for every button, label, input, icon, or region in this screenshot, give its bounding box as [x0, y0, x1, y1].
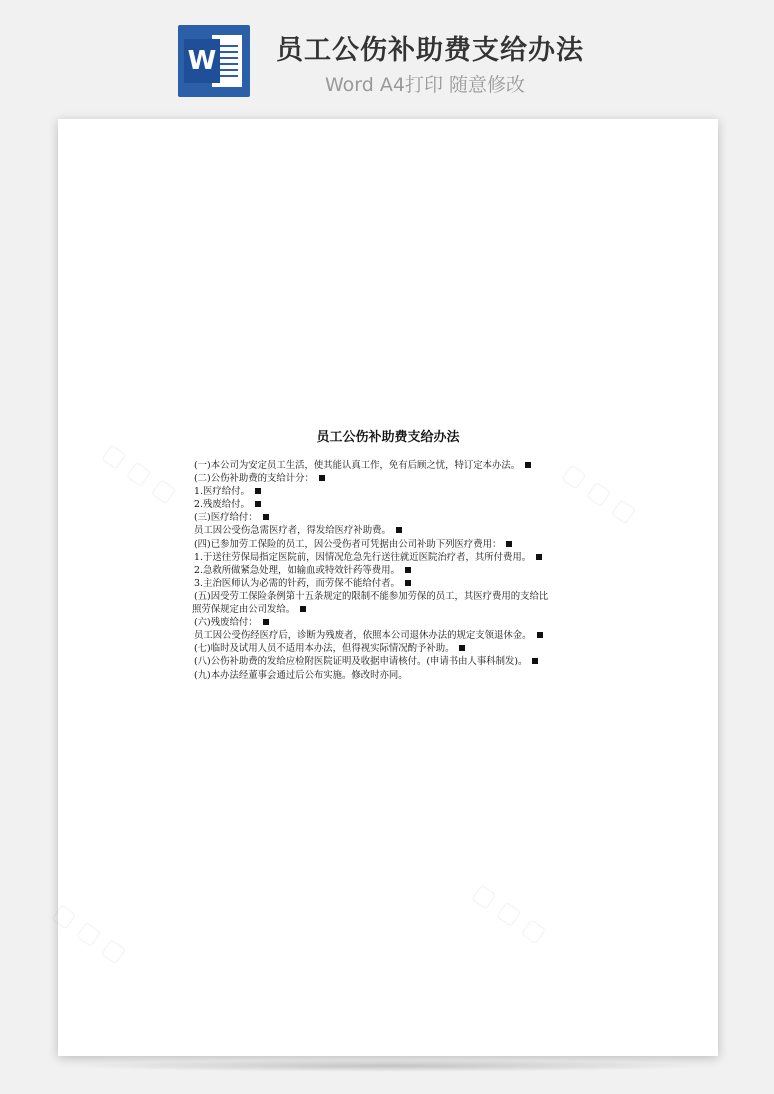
word-icon-letter: W: [184, 39, 220, 83]
document-line-text: (六)残废给付：: [194, 617, 258, 629]
paragraph-mark-icon: [300, 606, 306, 612]
document-line-text: 3.主治医师认为必需的针药，而劳保不能给付者。: [194, 577, 400, 589]
document-line: [194, 472, 614, 485]
document-line: [194, 564, 614, 577]
document-line-text: 1.于送往劳保局指定医院前，因情况危急先行送往就近医院治疗者，其所付费用。: [194, 551, 532, 563]
document-line-text: (四)已参加劳工保险的员工，因公受伤者可凭据由公司补助下列医疗费用：: [194, 538, 502, 550]
document-line-text: (九)本办法经董事会通过后公布实施。修改时亦同。: [194, 669, 408, 681]
document-line-text: 1.医疗给付。: [194, 486, 250, 498]
document-line-text: (八)公伤补助费的发给应检附医院证明及收据申请核付。(申请书由人事科制发)。: [194, 656, 528, 668]
document-line: [194, 511, 614, 524]
document-line: [192, 603, 614, 616]
document-line-text: (五)因受劳工保险条例第十五条规定的限制不能参加劳保的员工，其医疗费用的支给比: [194, 590, 549, 602]
paragraph-mark-icon: [405, 580, 411, 586]
paragraph-mark-icon: [537, 632, 543, 638]
header-title: 员工公伤补助费支给办法: [276, 35, 584, 66]
paragraph-mark-icon: [459, 645, 465, 651]
paragraph-mark-icon: [263, 514, 269, 520]
paragraph-mark-icon: [525, 462, 531, 468]
document-line: [194, 577, 614, 590]
paragraph-mark-icon: [319, 475, 325, 481]
document-line-text: (一)本公司为安定员工生活，使其能认真工作，免有后顾之忧，特订定本办法。: [194, 460, 521, 471]
paragraph-mark-icon: [405, 567, 411, 573]
document-line: [194, 538, 614, 551]
document-line-text: (七)临时及试用人员不适用本办法，但得视实际情况酌予补助。: [194, 643, 455, 655]
watermark: ▢ ▢ ▢: [97, 437, 182, 509]
paragraph-mark-icon: [536, 554, 542, 560]
document-line: [194, 669, 614, 682]
paragraph-mark-icon: [255, 501, 261, 507]
paragraph-mark-icon: [255, 488, 261, 494]
document-line: [194, 498, 614, 511]
document-line: [194, 524, 614, 537]
document-line: [194, 642, 614, 655]
document-line-text: 照劳保规定由公司发给。: [192, 604, 296, 616]
paragraph-mark-icon: [263, 619, 269, 625]
document-page: [47, 119, 718, 1056]
document-line: [194, 485, 614, 498]
header-subtitle: Word A4打印 随意修改: [325, 74, 526, 96]
word-document-icon: [178, 25, 250, 97]
document-line: [194, 459, 614, 472]
paragraph-mark-icon: [396, 527, 402, 533]
document-line: [194, 551, 614, 564]
document-line-text: 2.残废给付。: [194, 499, 250, 511]
document-line-text: 员工因公受伤经医疗后，诊断为残废者，依照本公司退休办法的规定支领退休金。: [194, 630, 532, 642]
document-line: [194, 655, 614, 668]
watermark: ▢ ▢ ▢: [467, 877, 552, 949]
document-line-text: 员工因公受伤急需医疗者，得发给医疗补助费。: [194, 525, 391, 537]
page-header: [0, 0, 774, 110]
document-line-text: (三)医疗给付：: [194, 512, 258, 524]
document-line: [194, 616, 614, 629]
document-line: [194, 629, 614, 642]
document-line: [194, 590, 614, 603]
watermark: ▢ ▢ ▢: [47, 897, 132, 969]
document-line-text: (二)公伤补助费的支给计分：: [194, 473, 314, 485]
watermark: ▢ ▢ ▢: [557, 457, 642, 529]
document-line-text: 2.急救所做紧急处理，如输血或特效针药等费用。: [194, 564, 400, 576]
paragraph-mark-icon: [506, 541, 512, 547]
document-body: [194, 459, 614, 682]
document-title: 员工公伤补助费支给办法: [316, 430, 460, 445]
page-shadow: [70, 1060, 706, 1072]
paragraph-mark-icon: [532, 658, 538, 664]
